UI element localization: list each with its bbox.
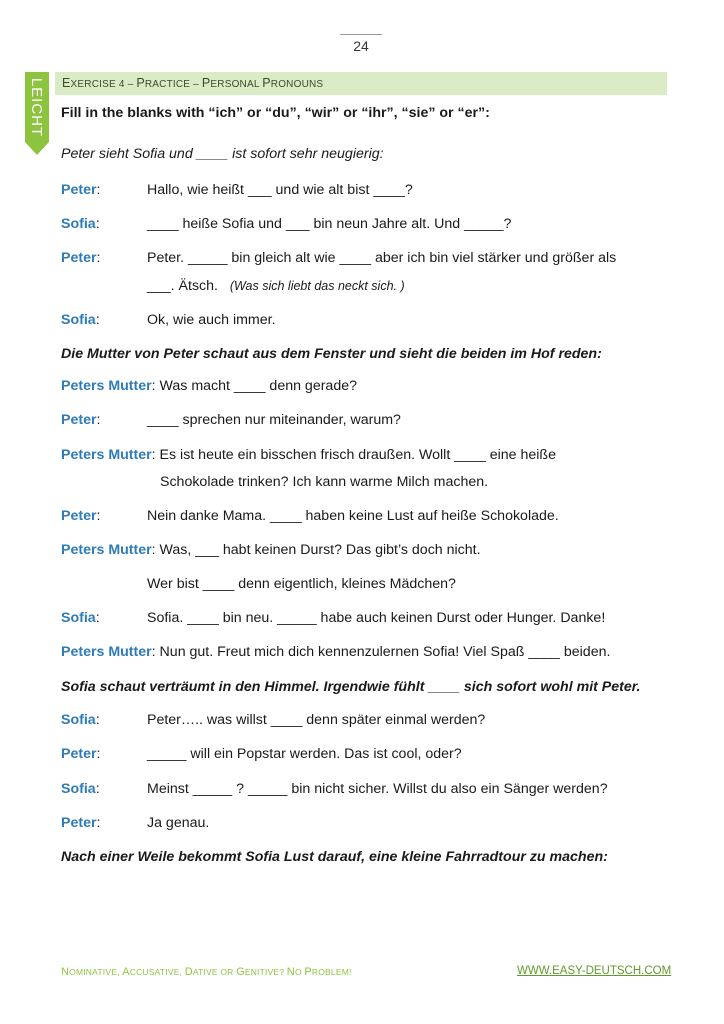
dialogue-text: Meinst _____ ? _____ bin nicht sicher. Willst du also ein Sänger werden? [147, 781, 608, 797]
page-number-rule [340, 34, 382, 35]
aside-note: (Was sich liebt das neckt sich. ) [229, 279, 405, 293]
dialogue-line: Sofia: [61, 610, 100, 626]
dialogue-text-continued: Wer bist ____ denn eigentlich, kleines Mädchen? [147, 576, 456, 592]
side-tab-label: LEICHT [28, 77, 46, 137]
exercise-title: EXERCISE 4 – PRACTICE – PERSONAL PRONOUNS [62, 76, 324, 90]
dialogue-line: Sofia: [61, 781, 100, 797]
dialogue-text: Nein danke Mama. ____ haben keine Lust auf heiße Schokolade. [147, 508, 559, 524]
dialogue-line: Peter: [61, 746, 101, 762]
footer-series-title: NOMINATIVE, ACCUSATIVE, DATIVE OR GENITIVE? NO PROBLEM! [61, 966, 352, 978]
instruction: Fill in the blanks with “ich” or “du”, “wir” or “ihr”, “sie” or “er”: [61, 105, 490, 121]
narration: Sofia schaut verträumt in den Himmel. Irgendwie fühlt ____ sich sofort wohl mit Peter. [61, 679, 641, 695]
dialogue-text: ____ sprechen nur miteinander, warum? [147, 412, 401, 428]
dialogue-line: Sofia: [61, 312, 100, 328]
side-tab-arrow [25, 142, 49, 155]
dialogue-text-continued: ___. Ätsch. (Was sich liebt das neckt sich. ) [147, 278, 405, 294]
dialogue-text: Ok, wie auch immer. [147, 312, 276, 328]
side-tab-label-box [25, 72, 49, 142]
dialogue-line: Peter: [61, 182, 101, 198]
dialogue-text: Peter. _____ bin gleich alt wie ____ aber ich bin viel stärker und größer als [147, 250, 617, 266]
dialogue-line: Peter: [61, 508, 101, 524]
footer-website-link[interactable]: WWW.EASY-DEUTSCH.COM [517, 965, 672, 977]
dialogue-line: Sofia: [61, 216, 100, 232]
dialogue-text: ____ heiße Sofia und ___ bin neun Jahre alt. Und _____? [147, 216, 512, 232]
page-number: 24 [353, 38, 369, 54]
dialogue-text: Ja genau. [147, 815, 210, 831]
dialogue-text-continued: Schokolade trinken? Ich kann warme Milch machen. [160, 474, 489, 490]
dialogue-text: Sofia. ____ bin neu. _____ habe auch keinen Durst oder Hunger. Danke! [147, 610, 606, 626]
narration: Die Mutter von Peter schaut aus dem Fenster und sieht die beiden im Hof reden: [61, 346, 602, 362]
narration: Nach einer Weile bekommt Sofia Lust darauf, eine kleine Fahrradtour zu machen: [61, 849, 608, 865]
dialogue-line: Peters Mutter: Was macht ____ denn gerade? [61, 378, 357, 394]
dialogue-line: Peters Mutter: Was, ___ habt keinen Durst? Das gibt’s doch nicht. [61, 542, 481, 558]
dialogue-text: _____ will ein Popstar werden. Das ist cool, oder? [147, 746, 462, 762]
intro-sentence: Peter sieht Sofia und ____ ist sofort sehr neugierig: [61, 146, 384, 162]
dialogue-line: Peter: [61, 412, 101, 428]
dialogue-line: Peters Mutter: Es ist heute ein bisschen frisch draußen. Wollt ____ eine heiße [61, 447, 556, 463]
dialogue-text: Hallo, wie heißt ___ und wie alt bist ____? [147, 182, 413, 198]
dialogue-line: Peter: [61, 815, 101, 831]
dialogue-line: Peter: [61, 250, 101, 266]
dialogue-line: Sofia: [61, 712, 100, 728]
dialogue-text: Peter….. was willst ____ denn später einmal werden? [147, 712, 486, 728]
dialogue-line: Peters Mutter: Nun gut. Freut mich dich kennenzulernen Sofia! Viel Spaß ____ beiden. [61, 644, 611, 660]
